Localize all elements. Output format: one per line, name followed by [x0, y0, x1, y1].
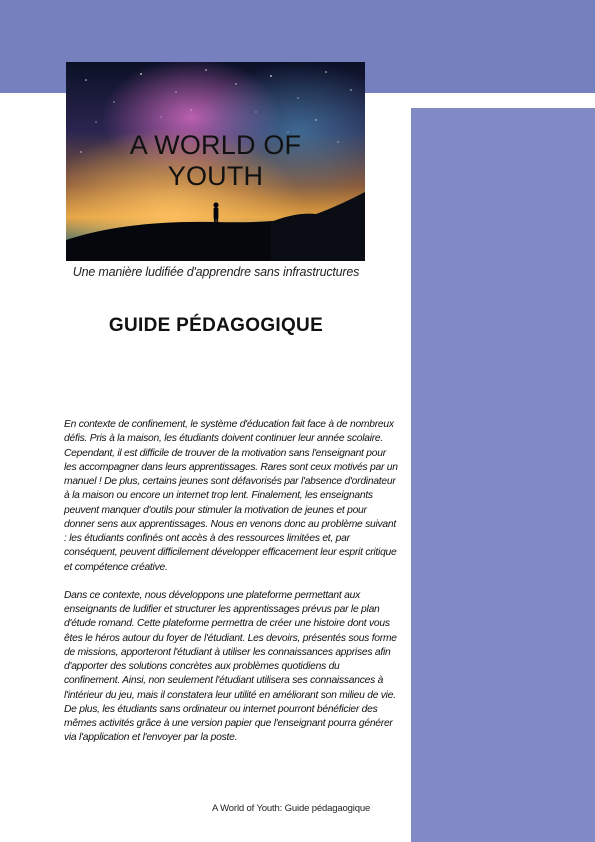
cover-tagline: Une manière ludifiée d'apprendre sans infrastructures — [72, 265, 360, 279]
cover-title-line2: YOUTH — [167, 161, 264, 191]
body-paragraph-2: Dans ce contexte, nous développons une plateforme permettant aux enseignants de ludifier et structurer les apprentissages prévus par le plan d'étude romand. Cette plateforme permettra de créer une histoire dont vous êtes le héros autour du foyer de l'étudiant. Les devoirs, présentés sous forme de missions, apporteront l'étudiant à utiliser les connaissances apprises afin d'apporter des solutions concrètes aux problèmes quotidiens du confinement. Ainsi, non seulement l'étudiant utilisera ses connaissances à l'intérieur du jeu, mais il constatera leur utilité en améliorant son milieu de vie. De plus, les étudiants sans ordinateur ou internet pourront bénéficier des mêmes activités grâce à une version papier que l'enseignant pourra générer via l'application et l'envoyer par la poste. — [64, 589, 397, 744]
body-paragraph-1: En contexte de confinement, le système d'éducation fait face à de nombreux défis. Pris à la maison, les étudiants doivent continuer leur année scolaire. Cependant, il est difficile de trouver de la motivation sans l'enseignant pour les accompagner dans leurs apprentissages. Rares sont ceux motivés par un manuel ! De plus, certains jeunes sont défavorisés par l'absence d'ordinateur à la maison ou encore un internet trop lent. Finalement, les enseignants peuvent manquer d'outils pour stimuler la motivation de jeunes et pour donner sens aux apprentissages. Nous en venons donc au problème suivant : les étudiants confinés ont accès à des ressources limitées et, par conséquent, peuvent difficilement développer efficacement leur esprit critique et compétence créative. — [64, 419, 398, 573]
cover-image — [66, 62, 365, 261]
document-heading: GUIDE PÉDAGOGIQUE — [108, 315, 324, 336]
page-footer: A World of Youth: Guide pédagaogique — [212, 803, 371, 814]
cover-title — [66, 130, 365, 192]
cover-title-line1: A WORLD OF — [129, 130, 302, 160]
body-text — [64, 418, 398, 746]
side-color-band — [411, 108, 595, 842]
